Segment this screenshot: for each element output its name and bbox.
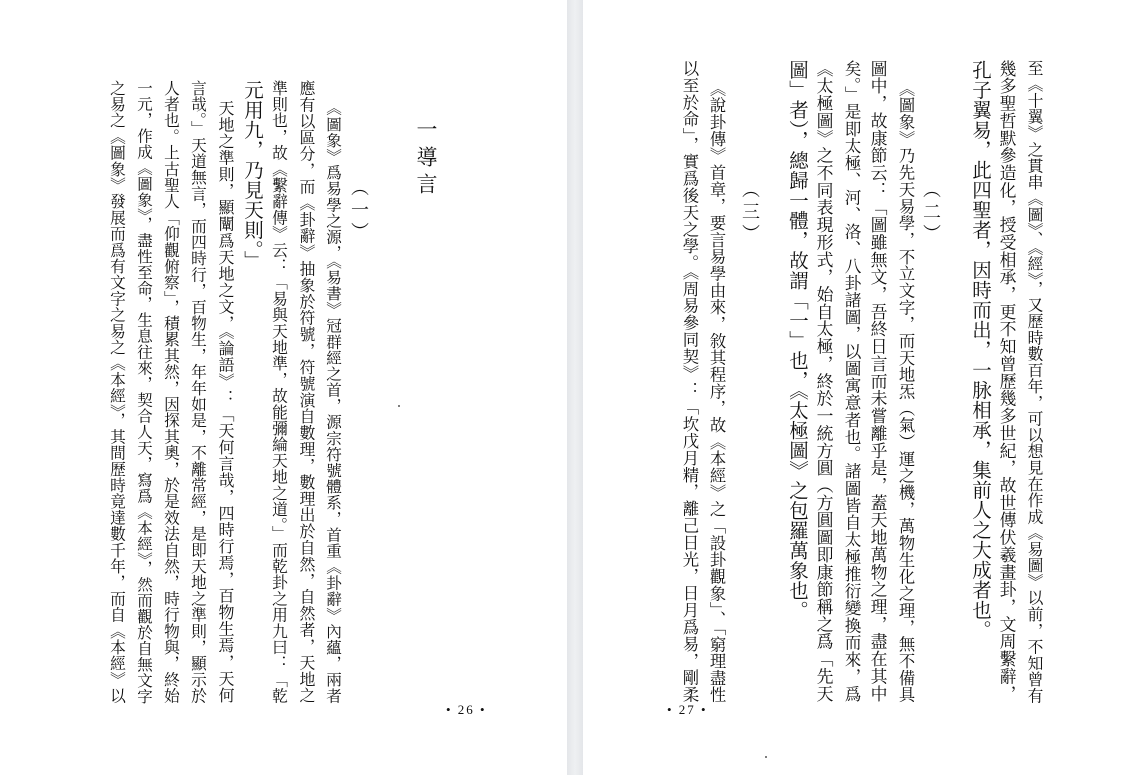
text-line: 之易之《圖象》發展而爲有文字之易之《本經》，其間歷時竟達數千年，而自《本經》以 (108, 80, 127, 704)
text-line: 《太極圖》之不同表現形式，始自太極，終於一統方圓（方圓圖即康節稱之爲「先天 (814, 60, 834, 703)
scan-speck (398, 405, 400, 407)
section-heading-1: （一） (348, 178, 369, 244)
text-line: 《圖象》爲易學之源，《易書》冠群經之首，源宗符號體系，首重《卦辭》內蘊，兩者 (324, 100, 342, 704)
page-number: • 27 • (667, 702, 708, 717)
text-line: 天地之準則，顯闡爲天地之文，《論語》：「天何言哉，四時行焉，百物生焉，天何 (216, 100, 235, 704)
text-line: 應有以區分，而《卦辭》抽象於符號，符號演自數理，數理出於自然，自然者，天地之 (297, 80, 316, 704)
text-line: 人者也。上古聖人「仰觀俯察」，積累其然，因探其奧，於是效法自然，時行物與，終始 (162, 80, 181, 704)
section-heading-3: （三） (739, 180, 760, 246)
text-line: 至《十翼》之貫串《圖》、《經》，又歷時數百年，可以想見在作成《易圖》以前，不知曾有 (1025, 60, 1044, 704)
text-line: 言哉。」天道無言，而四時行，百物生，年年如是，不離常經，是即天地之準則，顯示於 (189, 80, 208, 704)
chapter-title: 導言 (414, 146, 438, 200)
text-line: 《圖象》乃先天易學，不立文字，而天地炁（氣）運之機，萬物生化之理，無不備具 (896, 80, 915, 704)
chapter-number: 一 (414, 118, 438, 145)
scan-speck (765, 756, 767, 758)
text-line: 圖」者），總歸一體，故謂「一」也，《太極圖》之包羅萬象也。 (786, 60, 809, 621)
right-page (583, 0, 1142, 775)
text-line: 一元，作成《圖象》，盡性至命，生息往來，契合人天，寫爲《本經》，然而觀於自無文字 (135, 80, 153, 705)
text-line: 矣。」是即太極、河、洛、八卦諸圖，以圖寓意者也。諸圖皆自太極推衍變換而來，爲 (842, 60, 861, 703)
page-number: • 26 • (446, 702, 487, 717)
book-gutter (567, 0, 583, 775)
text-line: 圖中，故康節云：「圖雖無文，吾終日言而未嘗離乎是，蓋天地萬物之理，盡在其中 (868, 60, 888, 703)
section-heading-2: （二） (920, 180, 941, 246)
text-line: 《說卦傳》首章，要言易學由來，敘其程序，故《本經》之「設卦觀象」、「窮理盡性 (707, 80, 726, 704)
text-line: 孔子翼易，此四聖者，因時而出，一脉相承，集前人之大成者也。 (969, 60, 992, 640)
left-page (0, 0, 567, 775)
text-line: 準則也，故《繫辭傳》云：「易與天地準，故能彌綸天地之道。」而乾卦之用九曰：「乾 (270, 80, 289, 704)
text-line: 幾多聖哲默參造化，授受相承，更不知曾歷幾多世紀，故世傳伏羲畫卦，文周繫辭， (997, 60, 1017, 703)
text-line: 元用九，乃見天則。」 (241, 80, 264, 271)
text-line: 以至於命」，實爲後天之學。《周易參同契》：「坎戊月精，離己日光，日月爲易，剛柔 (680, 60, 699, 704)
